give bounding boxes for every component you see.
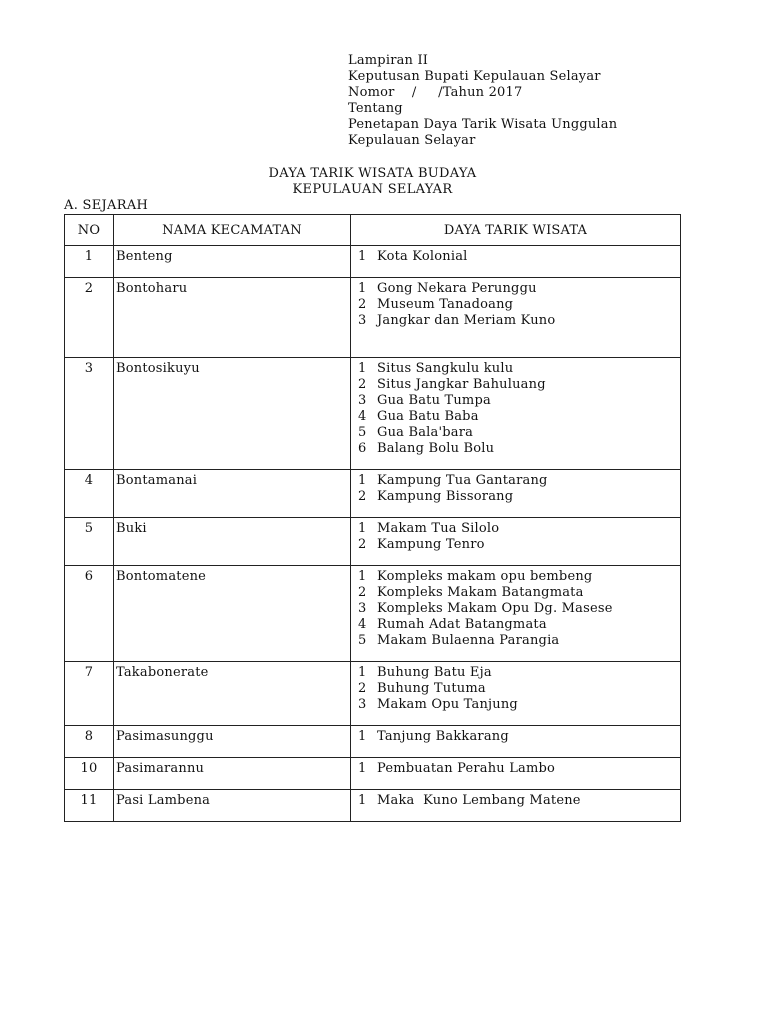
list-item <box>358 793 680 809</box>
kecamatan-cell <box>114 246 351 278</box>
attraction-number: 3 <box>358 393 367 408</box>
kecamatan-name: Pasi Lambena <box>116 793 211 808</box>
attraction-number: 1 <box>358 729 367 744</box>
list-item <box>358 425 680 441</box>
attraction-name: Maka Kuno Lembang Matene <box>377 793 581 808</box>
list-item <box>358 297 680 313</box>
attraction-name: Kampung Tua Gantarang <box>377 473 548 488</box>
attractions-list <box>358 758 680 777</box>
attachment-line: Lampiran II <box>348 53 429 68</box>
list-item <box>358 697 680 713</box>
attraction-number: 2 <box>358 489 367 504</box>
attraction-number: 1 <box>358 793 367 808</box>
kecamatan-cell <box>114 726 351 758</box>
attraction-number: 3 <box>358 601 367 616</box>
list-item <box>358 617 680 633</box>
attractions-cell <box>351 246 681 278</box>
kecamatan-name: Bontoharu <box>116 281 188 296</box>
attraction-name: Kompleks Makam Batangmata <box>377 585 584 600</box>
attraction-name: Kampung Bissorang <box>377 489 514 504</box>
attraction-name: Makam Opu Tanjung <box>377 697 518 712</box>
list-item <box>358 441 680 457</box>
list-item <box>358 361 680 377</box>
kecamatan-cell <box>114 358 351 470</box>
attraction-number: 1 <box>358 361 367 376</box>
list-item <box>358 313 680 329</box>
attraction-number: 1 <box>358 569 367 584</box>
row-number <box>65 470 114 518</box>
attractions-list <box>358 726 680 745</box>
table-header-row <box>65 215 681 246</box>
kecamatan-cell <box>114 662 351 726</box>
section-heading: A. SEJARAH <box>64 198 149 213</box>
list-item <box>358 585 680 601</box>
attractions-list <box>358 358 680 457</box>
list-item <box>358 281 680 297</box>
list-item <box>358 681 680 697</box>
attractions-cell <box>351 518 681 566</box>
list-item <box>358 249 680 265</box>
row-number-text: 3 <box>84 361 94 376</box>
document-subtitle: KEPULAUAN SELAYAR <box>292 182 453 197</box>
attractions-list <box>358 518 680 553</box>
attraction-number: 1 <box>358 249 367 264</box>
attraction-number: 5 <box>358 633 367 648</box>
attraction-number: 1 <box>358 521 367 536</box>
attraction-name: Situs Sangkulu kulu <box>377 361 514 376</box>
attractions-list <box>358 278 680 329</box>
kecamatan-name: Bontamanai <box>116 473 198 488</box>
table-row <box>65 758 681 790</box>
row-number <box>65 726 114 758</box>
table-row <box>65 470 681 518</box>
kecamatan-cell <box>114 566 351 662</box>
list-item <box>358 633 680 649</box>
table-row <box>65 278 681 358</box>
attachment-header <box>348 53 617 149</box>
attraction-number: 1 <box>358 281 367 296</box>
attachment-line: Keputusan Bupati Kepulauan Selayar <box>348 69 601 84</box>
attraction-name: Kota Kolonial <box>377 249 468 264</box>
kecamatan-name: Takabonerate <box>116 665 209 680</box>
attractions-table <box>64 214 681 822</box>
list-item <box>358 409 680 425</box>
attraction-name: Makam Bulaenna Parangia <box>377 633 560 648</box>
attraction-name: Museum Tanadoang <box>377 297 514 312</box>
attraction-name: Gong Nekara Perunggu <box>377 281 537 296</box>
header-kecamatan: NAMA KECAMATAN <box>114 215 351 246</box>
attraction-name: Buhung Batu Eja <box>377 665 492 680</box>
row-number-text: 4 <box>84 473 94 488</box>
row-number-text: 2 <box>84 281 94 296</box>
attraction-number: 3 <box>358 313 367 328</box>
attachment-line: Kepulauan Selayar <box>348 133 476 148</box>
attraction-name: Jangkar dan Meriam Kuno <box>377 313 556 328</box>
attraction-number: 6 <box>358 441 367 456</box>
attractions-cell <box>351 278 681 358</box>
attractions-list <box>358 566 680 649</box>
attraction-name: Situs Jangkar Bahuluang <box>377 377 546 392</box>
document-title: DAYA TARIK WISATA BUDAYA <box>268 166 477 181</box>
kecamatan-cell <box>114 518 351 566</box>
attraction-name: Kompleks Makam Opu Dg. Masese <box>377 601 613 616</box>
attraction-number: 1 <box>358 473 367 488</box>
row-number-text: 10 <box>80 761 98 776</box>
kecamatan-name: Buki <box>116 521 147 536</box>
attraction-number: 2 <box>358 537 367 552</box>
attraction-number: 4 <box>358 617 367 632</box>
attraction-number: 3 <box>358 697 367 712</box>
list-item <box>358 473 680 489</box>
row-number <box>65 518 114 566</box>
list-item <box>358 729 680 745</box>
attachment-line: Penetapan Daya Tarik Wisata Unggulan <box>348 117 618 132</box>
row-number-text: 6 <box>84 569 94 584</box>
table-row <box>65 726 681 758</box>
attractions-cell <box>351 566 681 662</box>
attractions-list <box>358 662 680 713</box>
row-number-text: 11 <box>80 793 98 808</box>
kecamatan-cell <box>114 278 351 358</box>
attraction-name: Rumah Adat Batangmata <box>377 617 547 632</box>
kecamatan-name: Bontomatene <box>116 569 207 584</box>
attraction-number: 2 <box>358 681 367 696</box>
row-number <box>65 662 114 726</box>
attraction-name: Kampung Tenro <box>377 537 485 552</box>
kecamatan-name: Pasimarannu <box>116 761 205 776</box>
row-number <box>65 278 114 358</box>
list-item <box>358 489 680 505</box>
attraction-number: 2 <box>358 297 367 312</box>
attractions-list <box>358 470 680 505</box>
header-no: NO <box>65 215 114 246</box>
table-row <box>65 790 681 822</box>
attractions-list <box>358 246 680 265</box>
table-row <box>65 566 681 662</box>
table-row <box>65 518 681 566</box>
row-number <box>65 246 114 278</box>
kecamatan-name: Pasimasunggu <box>116 729 214 744</box>
kecamatan-cell <box>114 470 351 518</box>
attraction-number: 2 <box>358 377 367 392</box>
row-number-text: 8 <box>84 729 94 744</box>
row-number-text: 1 <box>84 249 94 264</box>
kecamatan-cell <box>114 758 351 790</box>
attractions-list <box>358 790 680 809</box>
attractions-cell <box>351 790 681 822</box>
list-item <box>358 761 680 777</box>
list-item <box>358 569 680 585</box>
attachment-line: Tentang <box>348 101 403 116</box>
attraction-name: Buhung Tutuma <box>377 681 486 696</box>
table-row <box>65 246 681 278</box>
attraction-number: 2 <box>358 585 367 600</box>
header-daya-tarik: DAYA TARIK WISATA <box>351 215 681 246</box>
attachment-line: Nomor / /Tahun 2017 <box>348 85 523 100</box>
list-item <box>358 601 680 617</box>
row-number <box>65 358 114 470</box>
list-item <box>358 537 680 553</box>
attraction-name: Gua Bala'bara <box>377 425 474 440</box>
attractions-cell <box>351 726 681 758</box>
kecamatan-name: Benteng <box>116 249 173 264</box>
attraction-name: Tanjung Bakkarang <box>377 729 509 744</box>
attractions-cell <box>351 662 681 726</box>
attractions-cell <box>351 358 681 470</box>
row-number <box>65 566 114 662</box>
kecamatan-cell <box>114 790 351 822</box>
list-item <box>358 665 680 681</box>
attractions-cell <box>351 758 681 790</box>
attractions-cell <box>351 470 681 518</box>
row-number-text: 7 <box>84 665 94 680</box>
attraction-number: 1 <box>358 665 367 680</box>
list-item <box>358 521 680 537</box>
attraction-name: Pembuatan Perahu Lambo <box>377 761 556 776</box>
attraction-name: Balang Bolu Bolu <box>377 441 495 456</box>
attraction-name: Makam Tua Silolo <box>377 521 500 536</box>
row-number-text: 5 <box>84 521 94 536</box>
attraction-number: 5 <box>358 425 367 440</box>
list-item <box>358 377 680 393</box>
table-row <box>65 662 681 726</box>
table-row <box>65 358 681 470</box>
kecamatan-name: Bontosikuyu <box>116 361 200 376</box>
list-item <box>358 393 680 409</box>
attraction-number: 4 <box>358 409 367 424</box>
attraction-number: 1 <box>358 761 367 776</box>
attraction-name: Gua Batu Tumpa <box>377 393 491 408</box>
row-number <box>65 758 114 790</box>
attraction-name: Kompleks makam opu bembeng <box>377 569 593 584</box>
row-number <box>65 790 114 822</box>
attraction-name: Gua Batu Baba <box>377 409 479 424</box>
